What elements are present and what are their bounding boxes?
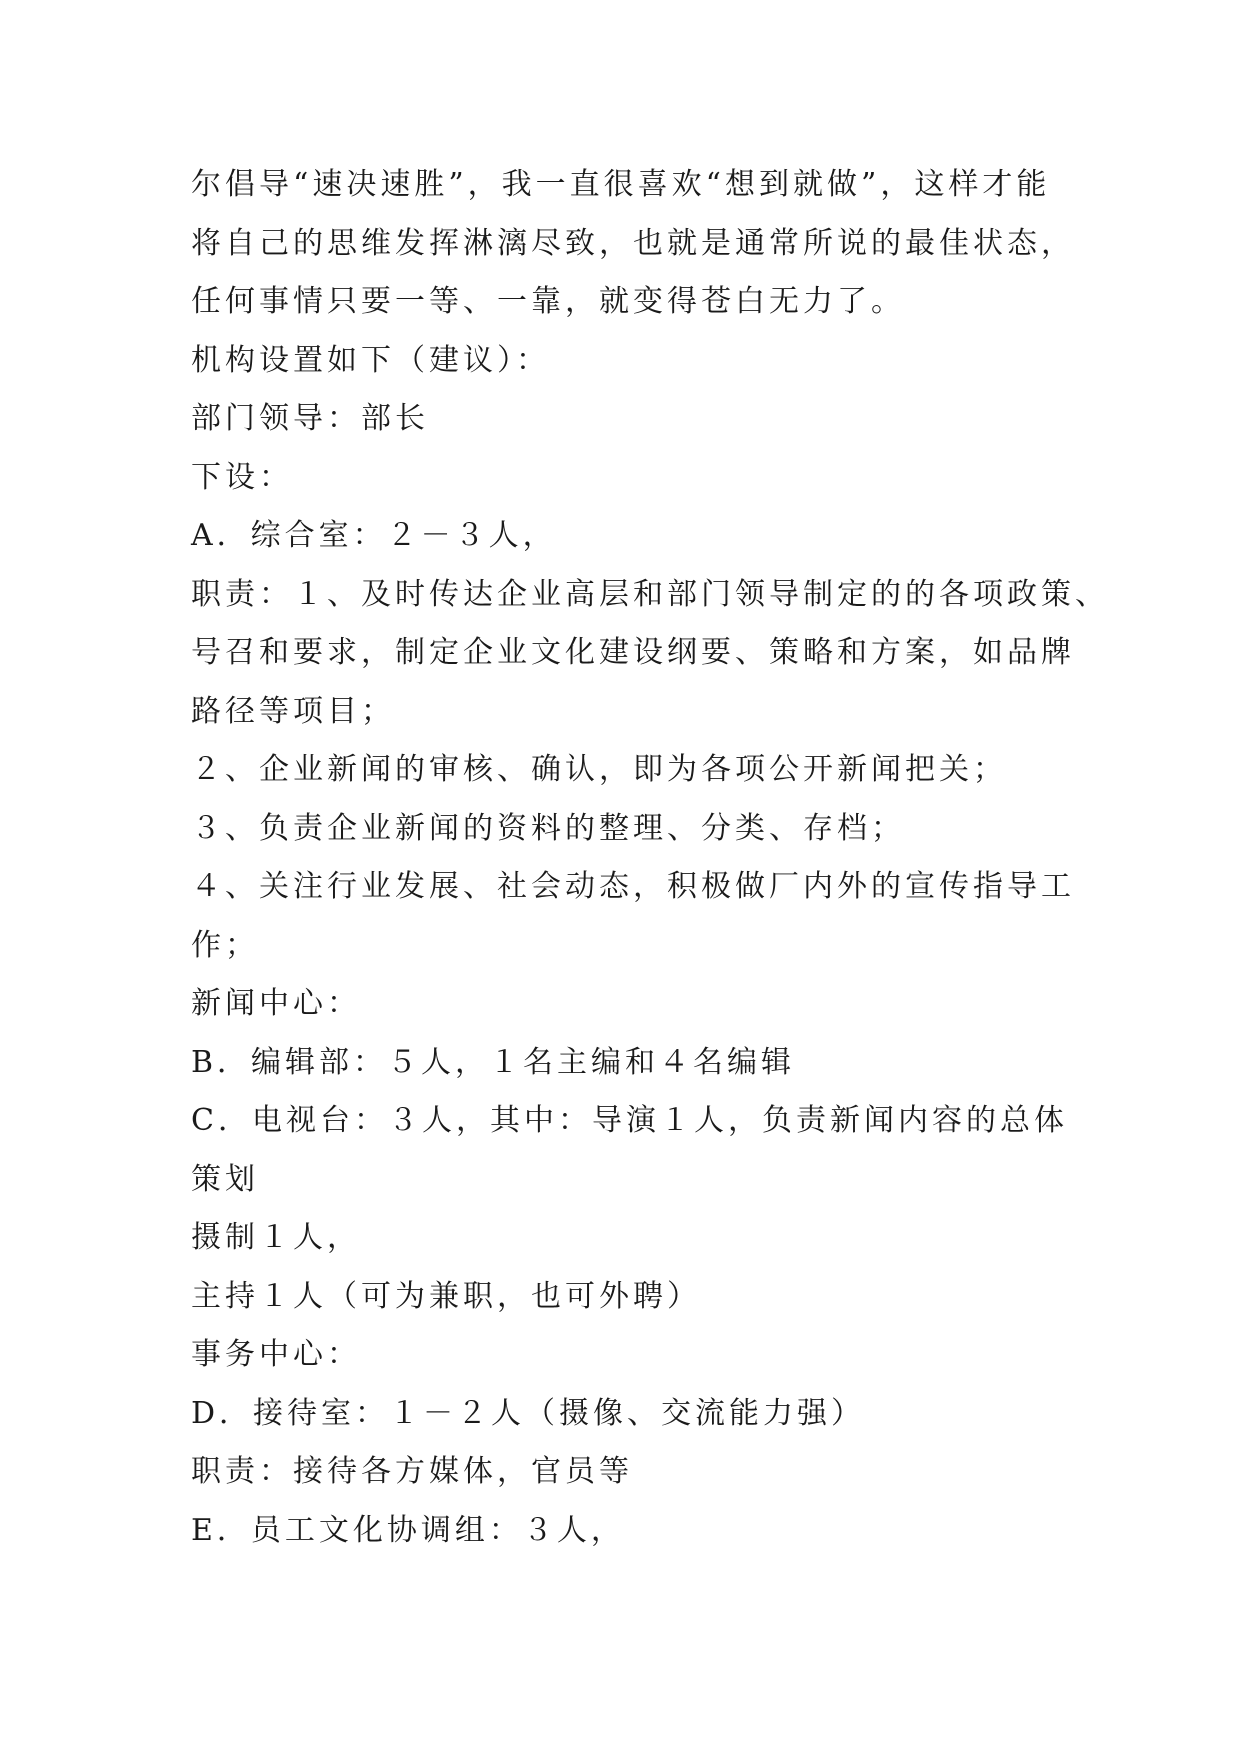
text-line: 主持１人（可为兼职，也可外聘） [191, 1278, 701, 1314]
text-line: 摄制１人， [191, 1220, 361, 1255]
list-item: A．综合室：２－３人， [191, 518, 557, 553]
list-item: E．员工文化协调组：３人， [191, 1512, 625, 1548]
text-line: 作； [191, 927, 259, 963]
list-item: ２、企业新闻的审核、确认，即为各项公开新闻把关； [191, 752, 1007, 787]
text-line: 尔倡导“速决速胜”，我一直很喜欢“想到就做”，这样才能 [191, 167, 1051, 202]
text-line: 将自己的思维发挥淋漓尽致，也就是通常所说的最佳状态， [191, 225, 1075, 261]
text-line: 下设： [191, 459, 293, 495]
text-line: 部门领导：部长 [191, 401, 429, 436]
text-line: 职责：１、及时传达企业高层和部门领导制定的的各项政策、 [191, 576, 1109, 612]
text-line: 策划 [191, 1161, 259, 1197]
text-line: 职责：接待各方媒体，官员等 [191, 1454, 633, 1489]
text-line: 任何事情只要一等、一靠，就变得苍白无力了。 [191, 284, 905, 319]
list-item: C．电视台：３人，其中：导演１人，负责新闻内容的总体 [191, 1103, 1068, 1138]
section-heading: 机构设置如下（建议）： [191, 342, 550, 378]
text-line: 路径等项目； [191, 693, 395, 729]
list-item: D．接待室：１－２人（摄像、交流能力强） [191, 1395, 866, 1431]
section-heading: 事务中心： [191, 1337, 361, 1372]
text-line: 号召和要求，制定企业文化建设纲要、策略和方案，如品牌 [191, 635, 1075, 670]
list-item: B．编辑部：５人，１名主编和４名编辑 [191, 1044, 796, 1080]
document-body [191, 156, 1109, 1560]
section-heading: 新闻中心： [191, 986, 361, 1021]
list-item: ３、负责企业新闻的资料的整理、分类、存档； [191, 810, 905, 846]
list-item: ４、关注行业发展、社会动态，积极做厂内外的宣传指导工 [191, 869, 1075, 904]
